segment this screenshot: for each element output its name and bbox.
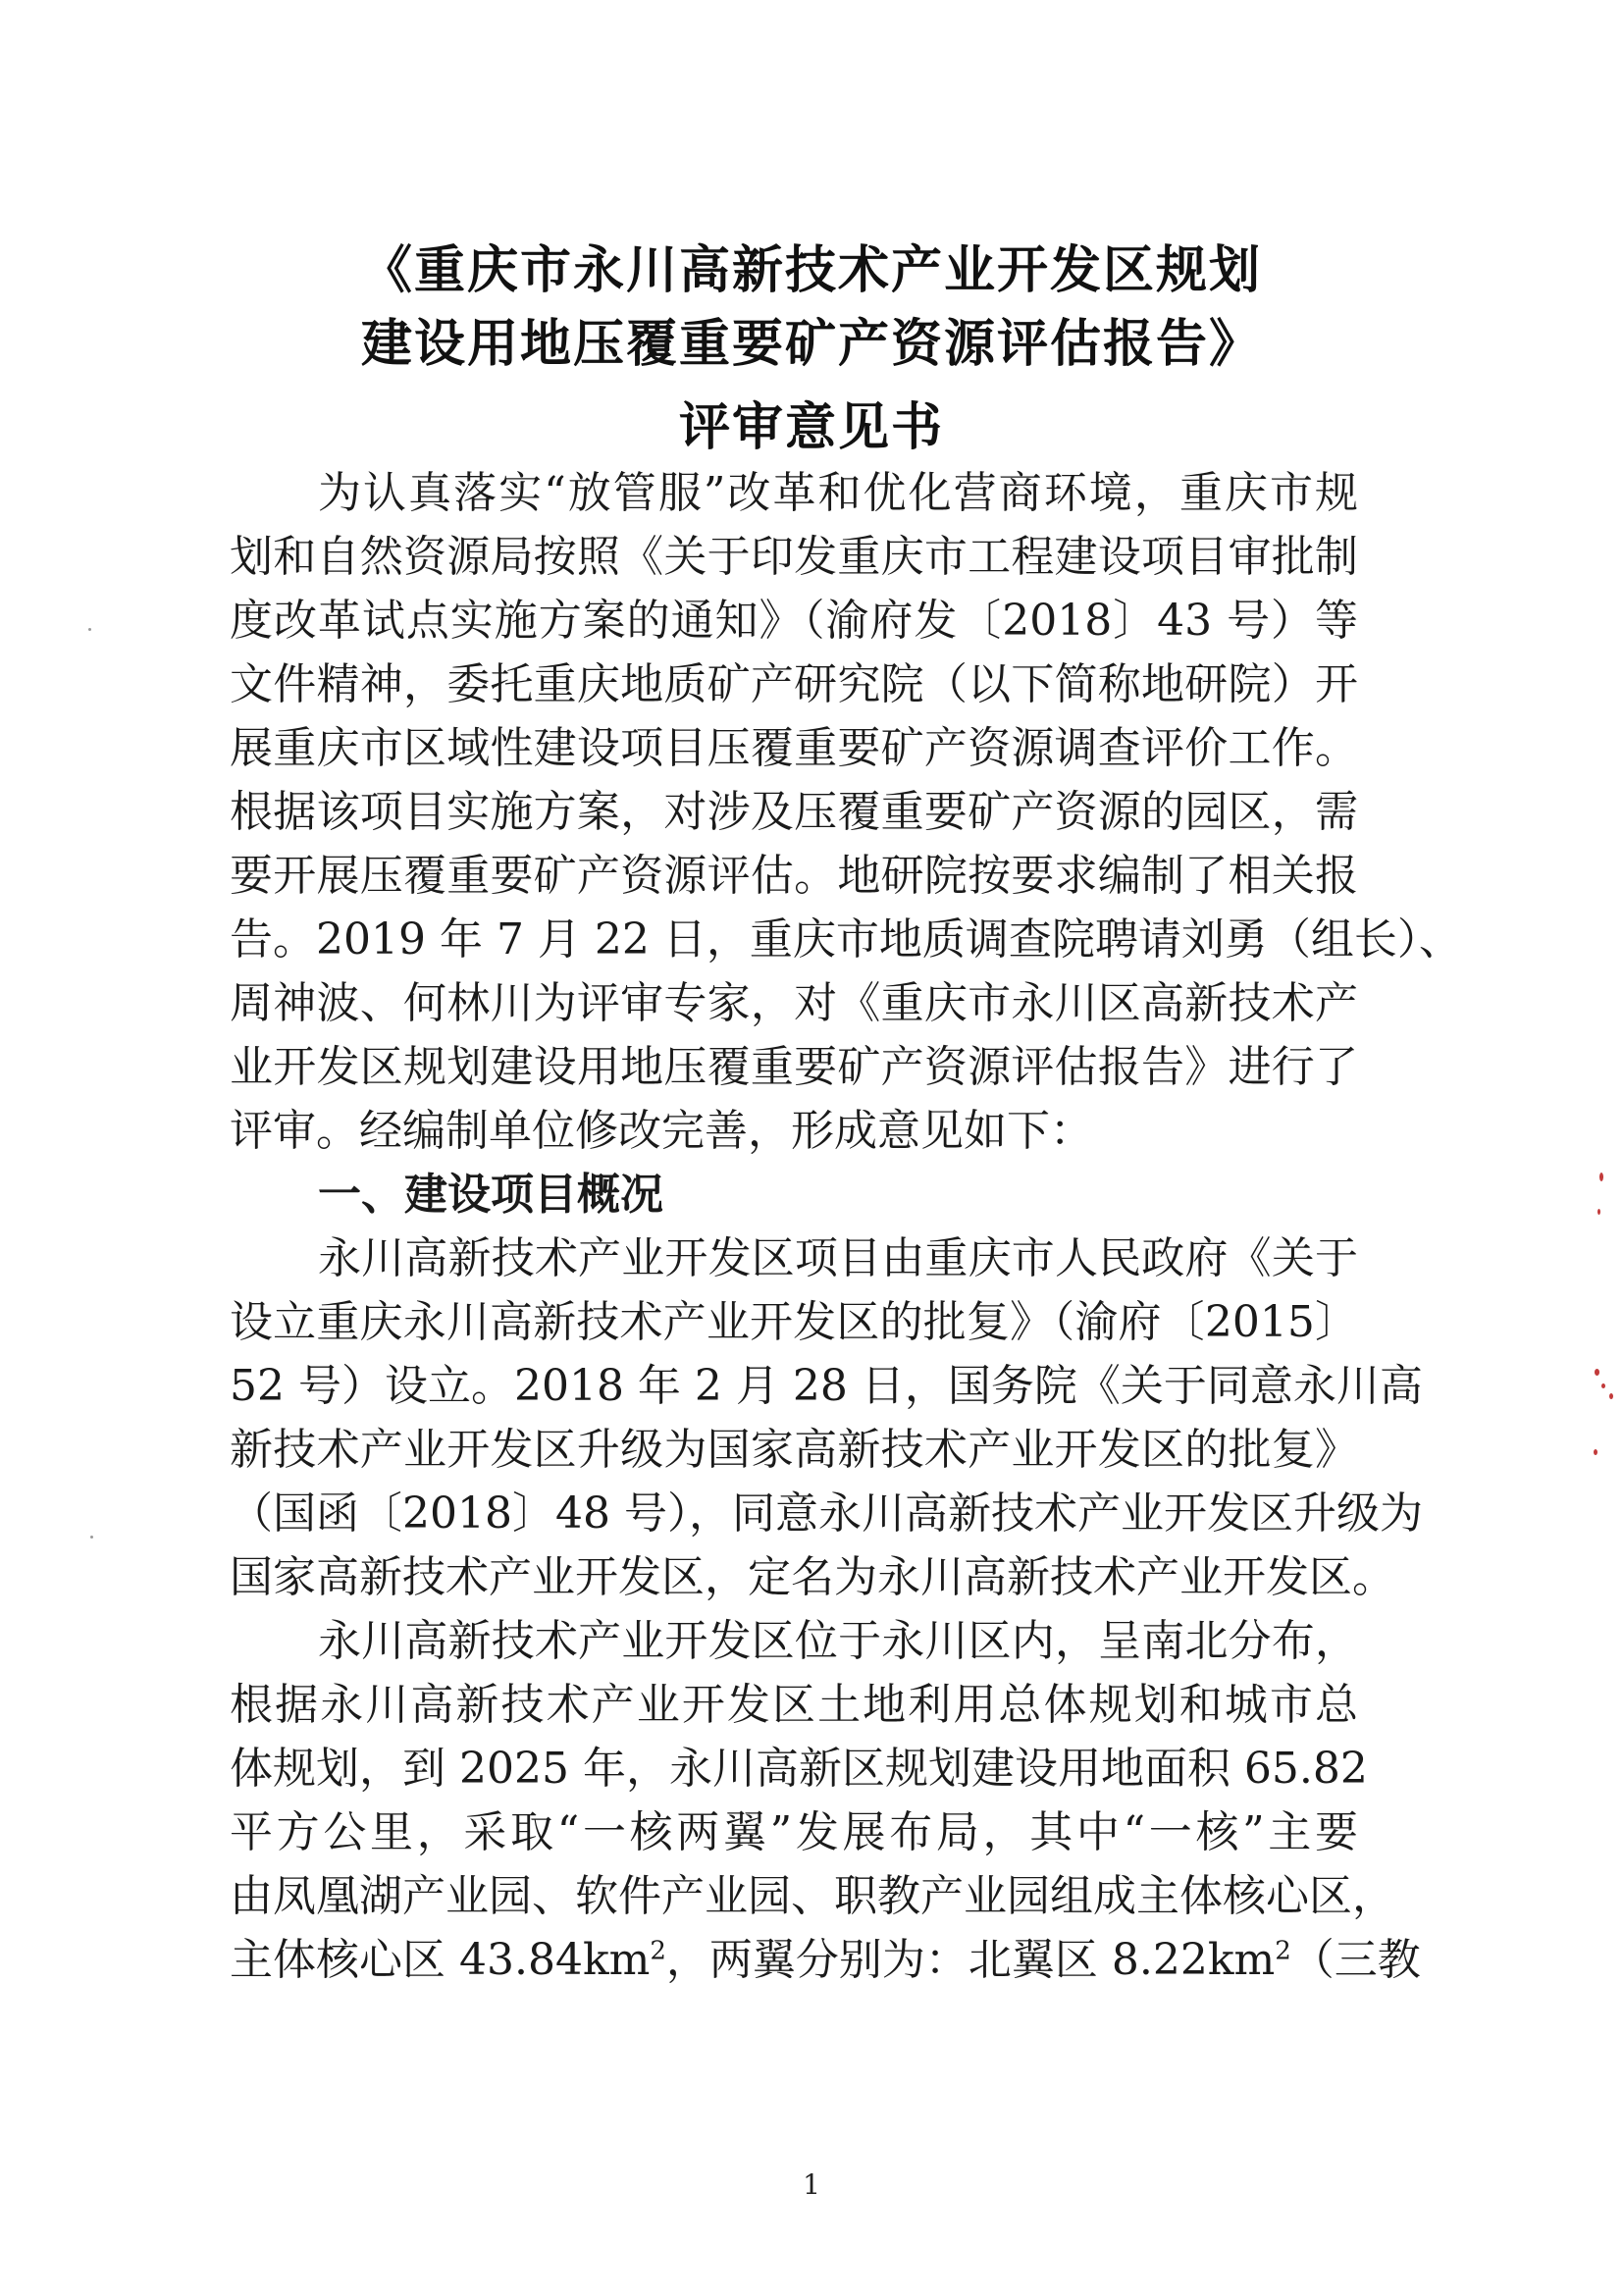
paragraph-line: 度改革试点实施方案的通知》（渝府发〔2018〕43 号）等 <box>230 596 1358 646</box>
paragraph-line: 为认真落实“放管服”改革和优化营商环境，重庆市规 <box>318 468 1358 518</box>
paragraph-line: 业开发区规划建设用地压覆重要矿产资源评估报告》进行了 <box>230 1042 1358 1092</box>
paragraph-line: 根据永川高新技术产业开发区土地利用总体规划和城市总 <box>230 1680 1358 1730</box>
superscript: 2 <box>1275 1936 1291 1966</box>
page-number: 1 <box>803 2168 820 2201</box>
seal-speck <box>1597 1209 1600 1215</box>
paragraph-line: 设立重庆永川高新技术产业开发区的批复》（渝府〔2015〕 <box>230 1297 1358 1347</box>
text-run: 主体核心区 43.84km <box>230 1935 651 1985</box>
seal-speck <box>1599 1173 1603 1181</box>
document-title-line-3: 评审意见书 <box>678 398 944 457</box>
paragraph-line: 划和自然资源局按照《关于印发重庆市工程建设项目审批制 <box>230 532 1358 582</box>
document-title-line-2: 建设用地压覆重要矿产资源评估报告》 <box>360 315 1262 374</box>
document-title-line-1: 《重庆市永川高新技术产业开发区规划 <box>360 241 1262 300</box>
document-body <box>230 461 1462 1992</box>
scan-dot <box>88 628 91 631</box>
paragraph-line: 展重庆市区域性建设项目压覆重要矿产资源调查评价工作。 <box>230 723 1358 773</box>
paragraph-line: 周神波、何林川为评审专家，对《重庆市永川区高新技术产 <box>230 978 1358 1028</box>
paragraph-line: 新技术产业开发区升级为国家高新技术产业开发区的批复》 <box>230 1425 1358 1475</box>
paragraph-line: 根据该项目实施方案，对涉及压覆重要矿产资源的园区，需 <box>230 787 1358 837</box>
paragraph-line: 告。2019 年 7 月 22 日，重庆市地质调查院聘请刘勇（组长）、 <box>230 914 1462 965</box>
paragraph-line: 文件精神，委托重庆地质矿产研究院（以下简称地研院）开 <box>230 659 1358 709</box>
text-run: （三教 <box>1290 1935 1421 1985</box>
section-heading: 一、建设项目概况 <box>318 1170 663 1220</box>
paragraph-line: 由凤凰湖产业园、软件产业园、职教产业园组成主体核心区， <box>230 1871 1395 1921</box>
seal-speck <box>1601 1383 1605 1388</box>
paragraph-line: 平方公里，采取“一核两翼”发展布局，其中“一核”主要 <box>230 1807 1358 1857</box>
paragraph-line: 永川高新技术产业开发区位于永川区内，呈南北分布， <box>318 1616 1358 1666</box>
seal-speck <box>1595 1369 1599 1376</box>
paragraph-line: 52 号）设立。2018 年 2 月 28 日，国务院《关于同意永川高 <box>230 1361 1423 1411</box>
paragraph-line: 要开展压覆重要矿产资源评估。地研院按要求编制了相关报 <box>230 851 1358 901</box>
seal-speck <box>1609 1393 1613 1399</box>
paragraph-line: 体规划，到 2025 年，永川高新区规划建设用地面积 65.82 <box>230 1744 1368 1794</box>
seal-speck <box>1594 1449 1597 1455</box>
scan-dot <box>90 1536 93 1539</box>
paragraph-line: 永川高新技术产业开发区项目由重庆市人民政府《关于 <box>318 1233 1358 1283</box>
paragraph-line <box>230 1928 1421 1992</box>
paragraph-line: （国函〔2018〕48 号），同意永川高新技术产业开发区升级为 <box>230 1488 1423 1539</box>
text-run: ，两翼分别为：北翼区 8.22km <box>665 1935 1276 1985</box>
paragraph-line: 国家高新技术产业开发区，定名为永川高新技术产业开发区。 <box>230 1552 1395 1602</box>
paragraph-line: 评审。经编制单位修改完善，形成意见如下： <box>230 1106 1093 1156</box>
superscript: 2 <box>650 1936 666 1966</box>
